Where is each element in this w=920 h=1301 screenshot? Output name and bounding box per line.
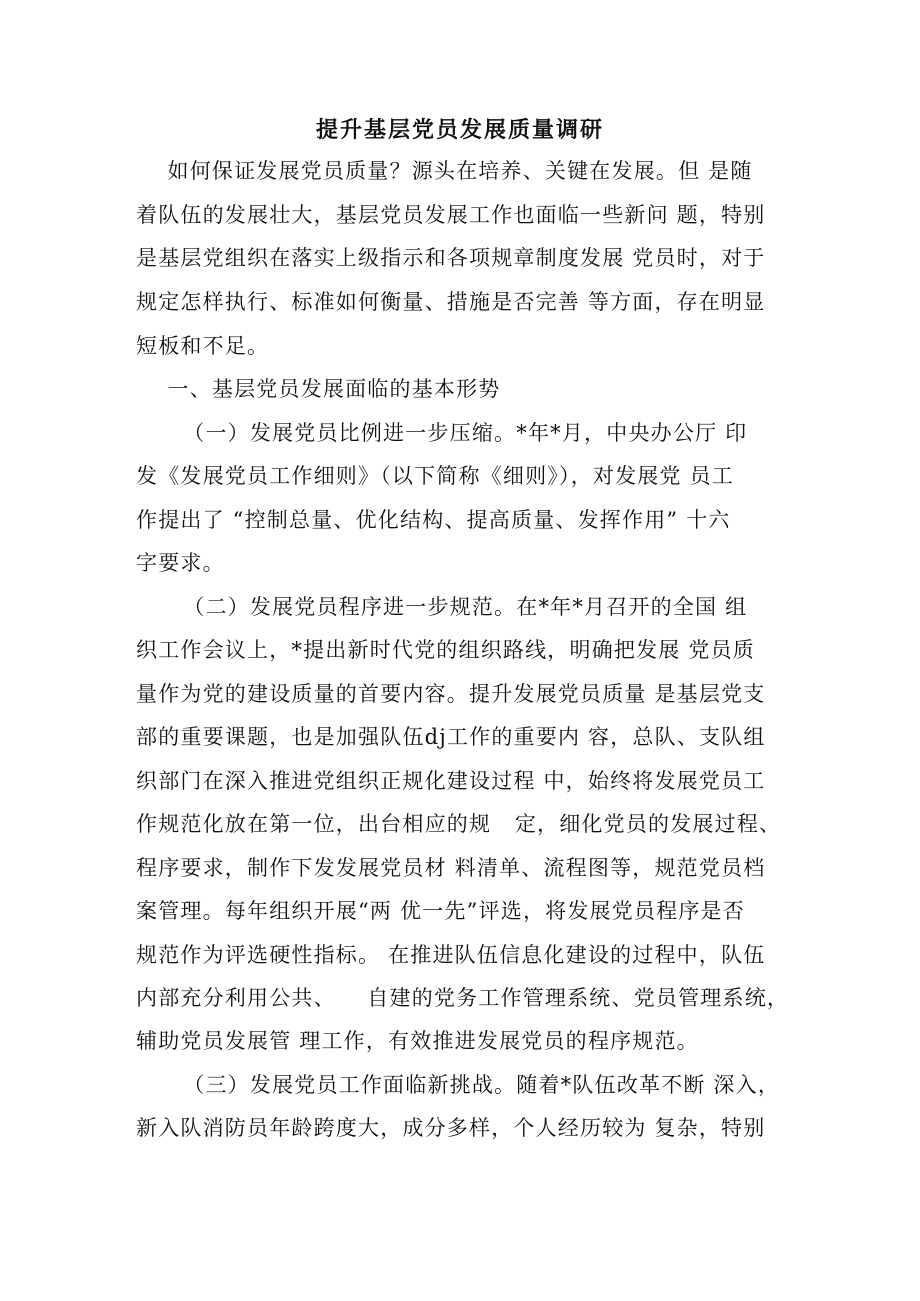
paragraph-line: （一）发展党员比例进一步压缩。*年*月，中央办公厅 印 [136,421,748,445]
paragraph-line: 内部充分利用公共、 自建的党务工作管理系统、党员管理系统， [136,986,790,1010]
paragraph-line: 新入队消防员年龄跨度大，成分多样，个人经历较为 复杂，特别 [136,1116,766,1140]
paragraph-line: （三）发展党员工作面临新挑战。随着*队伍改革不断 深入， [136,1073,781,1097]
paragraph-line: 如何保证发展党员质量？源头在培养、关键在发展。但 是随 [136,159,753,183]
paragraph-line: 字要求。 [136,551,225,575]
paragraph-line: 规范作为评选硬性指标。 在推进队伍信息化建设的过程中，队伍 [136,943,766,967]
paragraph-line: 着队伍的发展壮大，基层党员发展工作也面临一些新问 题，特别 [136,203,766,227]
paragraph-line: 程序要求，制作下发发展党员材 料清单、流程图等，规范党员档 [136,856,766,880]
paragraph-line: 发《发展党员工作细则》（以下简称《细则》），对发展党 员工 [136,464,734,488]
paragraph-line: 短板和不足。 [136,334,270,358]
section-heading: 一、基层党员发展面临的基本形势 [136,377,501,401]
paragraph-line: 规定怎样执行、标准如何衡量、措施是否完善 等方面，存在明显 [136,290,766,314]
paragraph-line: 案管理。每年组织开展“两 优一先”评选，将发展党员程序是否 [136,899,745,923]
paragraph-line: 织工作会议上，*提出新时代党的组织路线，明确把发展 党员质 [136,638,755,662]
paragraph-line: 部的重要课题，也是加强队伍dj工作的重要内 容，总队、支队组 [136,725,766,749]
paragraph-line: 织部门在深入推进党组织正规化建设过程 中，始终将发展党员工 [136,769,766,793]
paragraph-line: 辅助党员发展管 理工作，有效推进发展党员的程序规范。 [136,1029,699,1053]
document-title: 提升基层党员发展质量调研 [315,117,604,143]
paragraph-line: 量作为党的建设质量的首要内容。提升发展党员质量 是基层党支 [136,682,766,706]
paragraph-line: （二）发展党员程序进一步规范。在*年*月召开的全国 组 [136,595,748,619]
paragraph-line: 作提出了 “控制总量、优化结构、提高质量、发挥作用” 十六 [136,508,731,532]
paragraph-line: 作规范化放在第一位，出台相应的规 定，细化党员的发展过程、 [136,812,782,836]
paragraph-line: 是基层党组织在落实上级指示和各项规章制度发展 党员时，对于 [136,246,766,270]
